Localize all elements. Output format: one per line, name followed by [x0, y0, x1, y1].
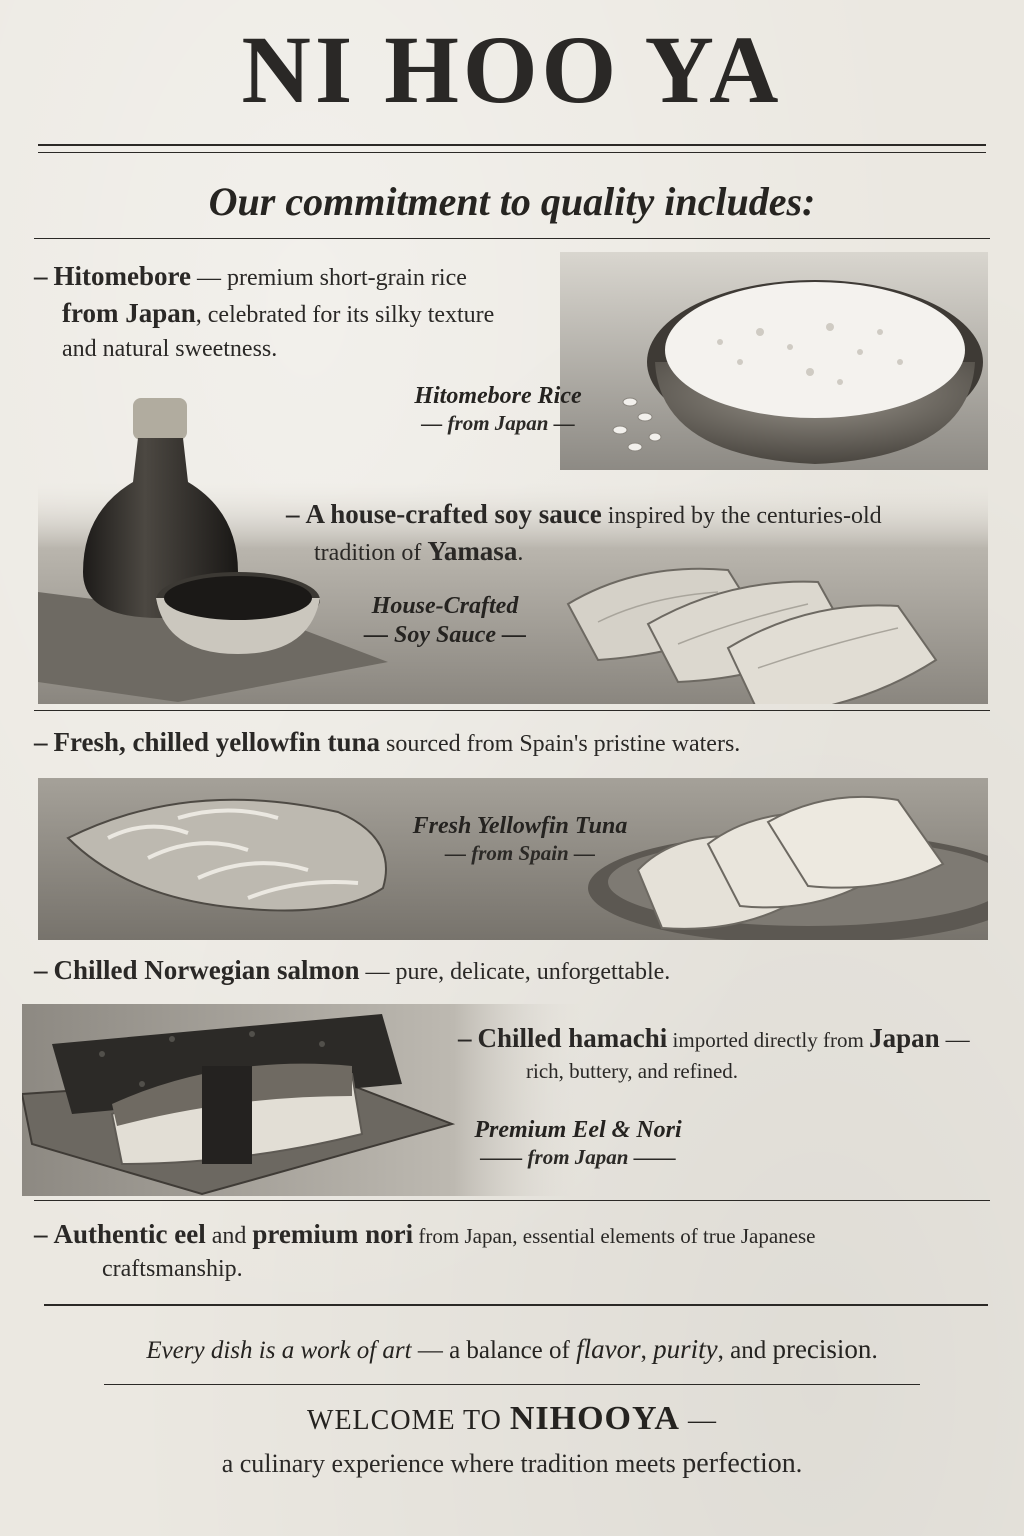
rice-description: – Hitomebore — premium short-grain rice from Japan, celebrated for its silky texture and natural sweetness. [34, 261, 495, 362]
eel-name: Authentic eel [53, 1219, 206, 1249]
soy-sauce-caption: House-Crafted — Soy Sauce — [364, 593, 526, 648]
title-rule-bottom [38, 152, 986, 153]
soy-sauce-description: – A house-crafted soy sauce inspired by the centuries-old tradition of Yamasa. [286, 499, 882, 567]
divider-1 [34, 710, 990, 711]
tuna-description: – Fresh, chilled yellowfin tuna sourced from Spain's pristine waters. [34, 727, 741, 757]
divider-2 [34, 1200, 990, 1201]
eel-description: – Authentic eel and premium nori from Japan, essential elements of true Japanese craftsmanship. [34, 1219, 816, 1283]
tagline: a culinary experience where tradition meets perfection. [221, 1448, 803, 1479]
brand-name: NIHOOYA [509, 1400, 680, 1437]
art-statement: Every dish is a work of art — a balance of flavor, purity, and precision. [146, 1334, 878, 1364]
tuna-caption: Fresh Yellowfin Tuna — from Spain — [412, 813, 628, 865]
eel-caption: Premium Eel & Nori —— from Japan —— [474, 1117, 682, 1169]
rice-caption: Hitomebore Rice — from Japan — [414, 383, 582, 435]
hamachi-description: – Chilled hamachi imported directly from Japan — rich, buttery, and refined. [458, 1023, 970, 1084]
title-rule-top [38, 144, 986, 146]
soy-sauce-name: A house-crafted soy sauce [305, 499, 602, 529]
rice-name: Hitomebore [53, 261, 191, 291]
divider-4 [104, 1384, 920, 1385]
section-subtitle: Our commitment to quality includes: [208, 179, 816, 224]
welcome-line: WELCOME TO NIHOOYA — [307, 1400, 717, 1437]
page-title: NI HOO YA [241, 16, 783, 123]
salmon-name: Chilled Norwegian salmon [53, 955, 360, 985]
tuna-name: Fresh, chilled yellowfin tuna [53, 727, 381, 757]
nori-name: premium nori [252, 1219, 414, 1249]
subtitle-rule [34, 238, 990, 239]
hamachi-name: Chilled hamachi [477, 1023, 668, 1053]
divider-3 [44, 1304, 988, 1306]
salmon-description: – Chilled Norwegian salmon — pure, delicate, unforgettable. [34, 955, 671, 985]
